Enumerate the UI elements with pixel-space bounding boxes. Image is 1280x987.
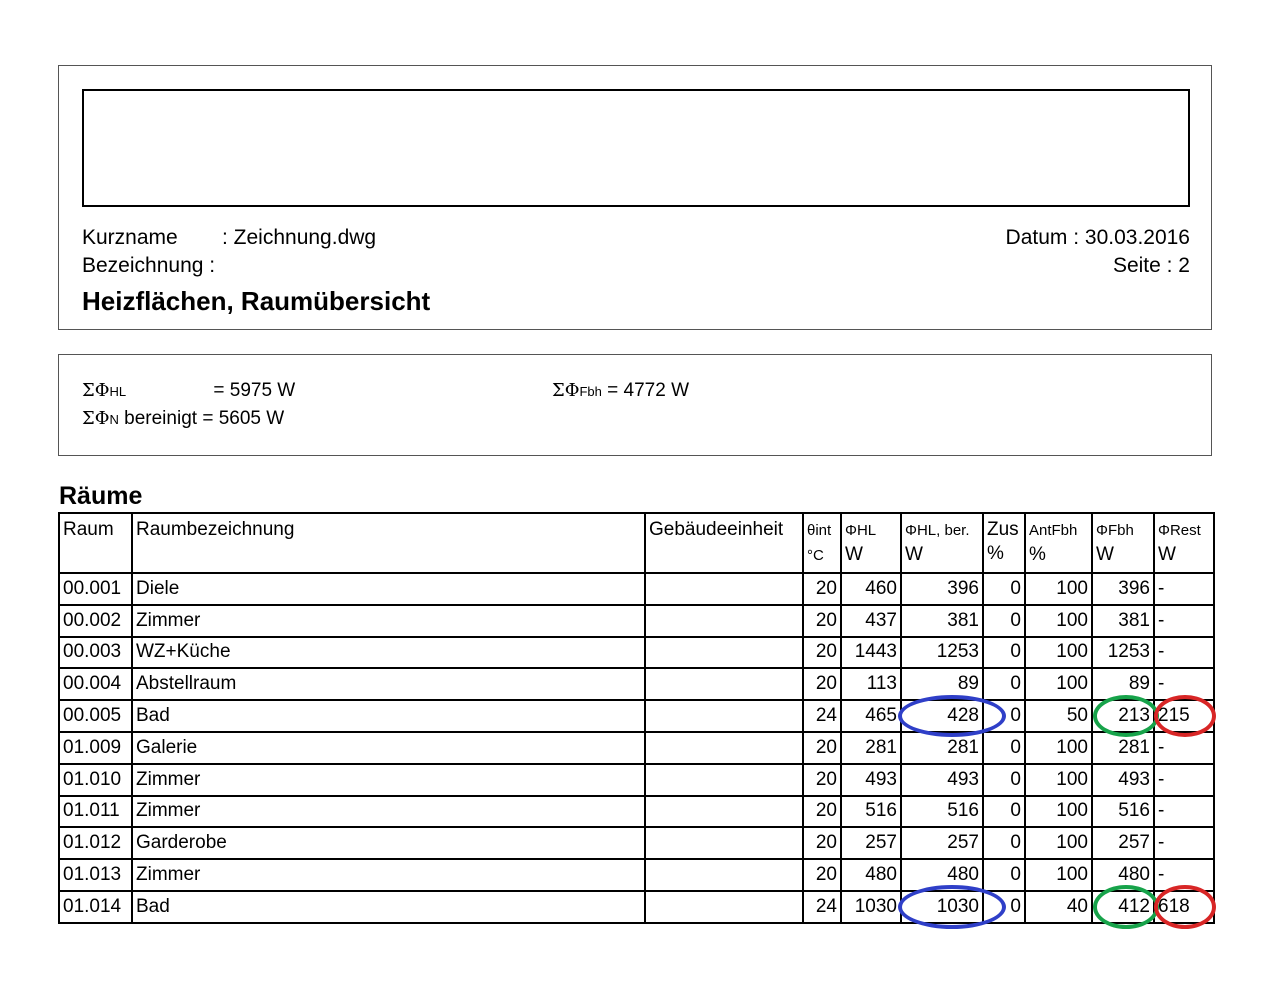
sum-hl [82,380,295,402]
cell-phi-hl-ber: 480 [901,859,983,891]
cell-ant-fbh: 100 [1025,605,1092,637]
cell-raumbezeichnung: Bad [132,891,645,923]
sum-fbh [552,380,689,402]
sum-hl-sub: HL [109,384,127,399]
cell-raum: 00.002 [59,605,132,637]
cell-phi-rest: - [1154,668,1214,700]
kurzname-label: Kurzname [82,226,178,249]
cell-theta-int: 24 [803,700,841,732]
cell-phi-hl: 437 [841,605,901,637]
cell-phi-rest: - [1154,764,1214,796]
cell-phi-hl-ber: 89 [901,668,983,700]
cell-raumbezeichnung: Zimmer [132,605,645,637]
datum: Datum : 30.03.2016 [1005,226,1190,249]
sum-n [82,408,284,430]
cell-phi-fbh: 281 [1092,732,1154,764]
col-header-raum: Raum [59,513,132,573]
cell-raum: 01.010 [59,764,132,796]
cell-phi-rest: - [1154,827,1214,859]
bezeichnung-label: Bezeichnung : [82,254,216,277]
cell-ant-fbh: 100 [1025,573,1092,605]
cell-phi-hl-ber: 257 [901,827,983,859]
cell-raum: 01.014 [59,891,132,923]
logo-placeholder-frame [82,89,1190,207]
cell-raum: 01.011 [59,796,132,828]
cell-phi-rest: - [1154,732,1214,764]
cell-gebaeudeeinheit [645,891,803,923]
cell-zus: 0 [983,764,1025,796]
cell-raum: 01.012 [59,827,132,859]
cell-phi-hl: 465 [841,700,901,732]
summary-box [58,354,1212,456]
table-row [59,827,1214,859]
cell-zus: 0 [983,732,1025,764]
cell-raumbezeichnung: Zimmer [132,859,645,891]
sum-hl-value: = 5975 W [213,380,296,401]
cell-raumbezeichnung: Galerie [132,732,645,764]
cell-gebaeudeeinheit [645,700,803,732]
cell-phi-hl: 460 [841,573,901,605]
col-header-theta-int: θint °C [803,513,841,573]
table-header-row [59,513,1214,573]
sum-hl-symbol: ΣΦ [82,380,110,401]
table-row [59,700,1214,732]
cell-ant-fbh: 40 [1025,891,1092,923]
sum-n-sub: N [109,412,119,427]
cell-raum: 00.001 [59,573,132,605]
cell-raum: 00.003 [59,637,132,669]
cell-phi-rest: 618 [1154,891,1214,923]
col-header-phi-hl: ΦHL W [841,513,901,573]
cell-phi-hl: 257 [841,827,901,859]
cell-phi-hl-ber: 1253 [901,637,983,669]
table-row [59,605,1214,637]
page-title: Heizflächen, Raumübersicht [82,286,431,316]
cell-zus: 0 [983,573,1025,605]
sum-n-value: bereinigt = 5605 W [124,408,285,429]
cell-gebaeudeeinheit [645,573,803,605]
cell-gebaeudeeinheit [645,827,803,859]
cell-raumbezeichnung: Garderobe [132,827,645,859]
cell-zus: 0 [983,827,1025,859]
col-header-phi-fbh: ΦFbh W [1092,513,1154,573]
cell-phi-hl: 1030 [841,891,901,923]
cell-raum: 01.013 [59,859,132,891]
table-row [59,796,1214,828]
cell-zus: 0 [983,891,1025,923]
cell-phi-rest: - [1154,573,1214,605]
cell-raumbezeichnung: WZ+Küche [132,637,645,669]
cell-raumbezeichnung: Abstellraum [132,668,645,700]
seite: Seite : 2 [1112,254,1190,277]
cell-phi-fbh: 213 [1092,700,1154,732]
cell-raumbezeichnung: Diele [132,573,645,605]
cell-gebaeudeeinheit [645,605,803,637]
table-row [59,764,1214,796]
cell-phi-fbh: 480 [1092,859,1154,891]
cell-phi-fbh: 412 [1092,891,1154,923]
cell-ant-fbh: 50 [1025,700,1092,732]
sum-n-symbol: ΣΦ [82,408,110,429]
cell-phi-hl-ber: 1030 [901,891,983,923]
cell-gebaeudeeinheit [645,764,803,796]
cell-ant-fbh: 100 [1025,796,1092,828]
col-header-zus: Zus % [983,513,1025,573]
rooms-table [58,512,1215,924]
cell-theta-int: 20 [803,668,841,700]
kurzname-value: : Zeichnung.dwg [222,226,377,249]
cell-ant-fbh: 100 [1025,732,1092,764]
sum-fbh-value: = 4772 W [607,380,690,401]
cell-phi-hl-ber: 281 [901,732,983,764]
table-row [59,668,1214,700]
cell-gebaeudeeinheit [645,668,803,700]
table-row [59,637,1214,669]
cell-phi-hl: 480 [841,859,901,891]
cell-raum: 00.005 [59,700,132,732]
cell-gebaeudeeinheit [645,796,803,828]
cell-ant-fbh: 100 [1025,827,1092,859]
cell-gebaeudeeinheit [645,732,803,764]
cell-phi-rest: - [1154,796,1214,828]
sum-fbh-sub: Fbh [579,384,602,399]
table-row [59,573,1214,605]
cell-raum: 00.004 [59,668,132,700]
cell-phi-hl-ber: 428 [901,700,983,732]
cell-phi-hl: 1443 [841,637,901,669]
cell-phi-fbh: 381 [1092,605,1154,637]
cell-phi-fbh: 493 [1092,764,1154,796]
cell-phi-fbh: 1253 [1092,637,1154,669]
cell-ant-fbh: 100 [1025,859,1092,891]
cell-phi-fbh: 396 [1092,573,1154,605]
cell-zus: 0 [983,637,1025,669]
cell-zus: 0 [983,668,1025,700]
cell-phi-rest: - [1154,859,1214,891]
cell-raumbezeichnung: Bad [132,700,645,732]
cell-ant-fbh: 100 [1025,668,1092,700]
cell-zus: 0 [983,859,1025,891]
cell-raum: 01.009 [59,732,132,764]
cell-phi-rest: - [1154,605,1214,637]
cell-ant-fbh: 100 [1025,637,1092,669]
cell-theta-int: 20 [803,605,841,637]
cell-phi-hl: 493 [841,764,901,796]
cell-phi-hl-ber: 516 [901,796,983,828]
cell-phi-hl: 516 [841,796,901,828]
cell-phi-fbh: 516 [1092,796,1154,828]
cell-theta-int: 20 [803,732,841,764]
cell-gebaeudeeinheit [645,637,803,669]
cell-raumbezeichnung: Zimmer [132,796,645,828]
cell-theta-int: 20 [803,827,841,859]
cell-theta-int: 20 [803,764,841,796]
cell-phi-rest: 215 [1154,700,1214,732]
cell-zus: 0 [983,700,1025,732]
cell-theta-int: 20 [803,637,841,669]
cell-ant-fbh: 100 [1025,764,1092,796]
cell-raumbezeichnung: Zimmer [132,764,645,796]
cell-phi-hl-ber: 381 [901,605,983,637]
col-header-raumbezeichnung: Raumbezeichnung [132,513,645,573]
cell-phi-hl-ber: 493 [901,764,983,796]
cell-gebaeudeeinheit [645,859,803,891]
col-header-phi-hl-ber: ΦHL, ber. W [901,513,983,573]
cell-phi-hl: 113 [841,668,901,700]
table-row [59,891,1214,923]
col-header-ant-fbh: AntFbh % [1025,513,1092,573]
table-row [59,859,1214,891]
kurzname-line [82,225,376,251]
col-header-gebaeudeeinheit: Gebäudeeinheit [645,513,803,573]
cell-theta-int: 20 [803,573,841,605]
section-title-raeume: Räume [59,482,143,510]
cell-phi-fbh: 89 [1092,668,1154,700]
cell-theta-int: 24 [803,891,841,923]
col-header-phi-rest: ΦRest W [1154,513,1214,573]
sum-fbh-symbol: ΣΦ [552,380,580,401]
cell-zus: 0 [983,605,1025,637]
cell-phi-rest: - [1154,637,1214,669]
cell-phi-hl-ber: 396 [901,573,983,605]
cell-phi-hl: 281 [841,732,901,764]
cell-theta-int: 20 [803,859,841,891]
cell-zus: 0 [983,796,1025,828]
cell-phi-fbh: 257 [1092,827,1154,859]
table-row [59,732,1214,764]
cell-theta-int: 20 [803,796,841,828]
